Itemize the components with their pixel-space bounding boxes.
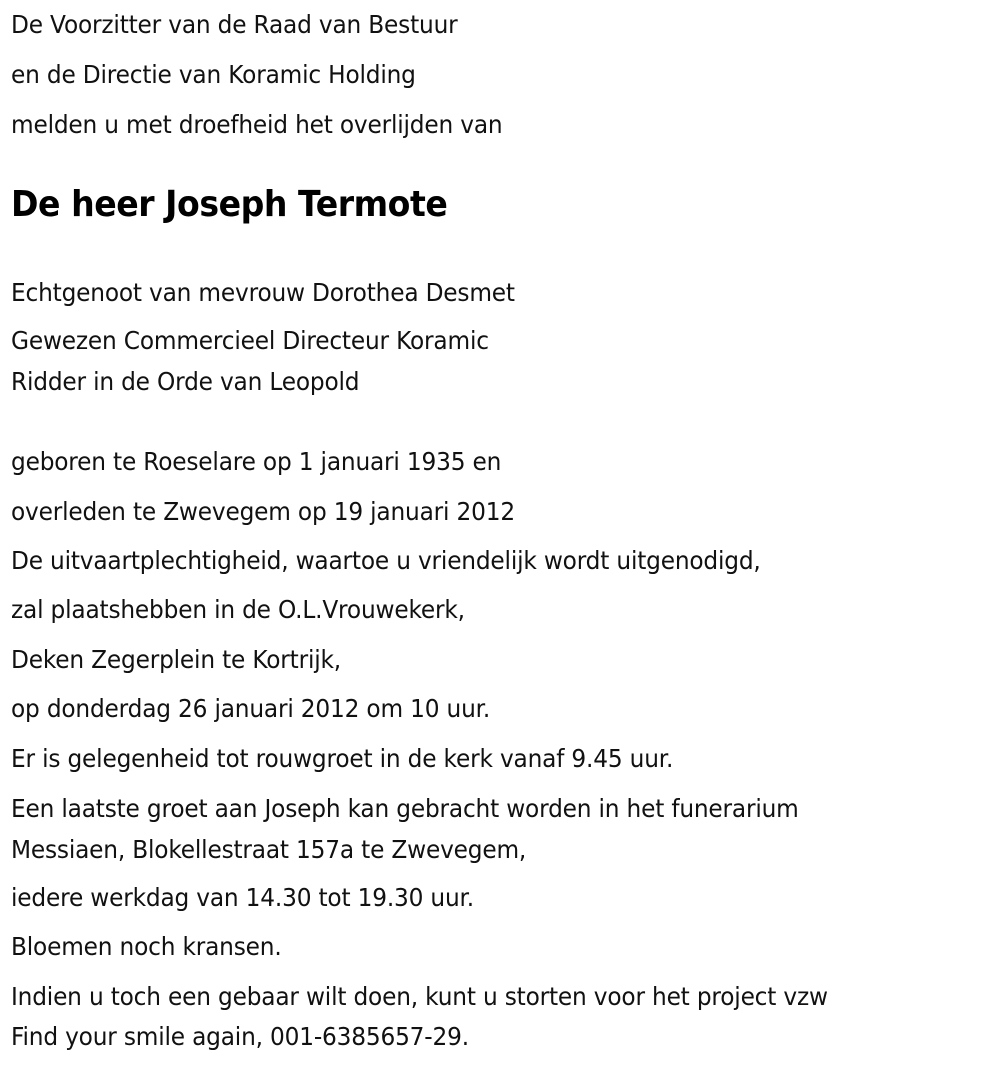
- funerarium-line-2: Messiaen, Blokellestraat 157a te Zwevegem,: [11, 835, 527, 864]
- funeral-church-line: zal plaatshebben in de O.L.Vrouwekerk,: [11, 595, 465, 624]
- death-line: overleden te Zwevegem op 19 januari 2012: [11, 497, 515, 526]
- intro-line-2: en de Directie van Koramic Holding: [11, 60, 416, 89]
- funeral-date-line: op donderdag 26 januari 2012 om 10 uur.: [11, 694, 491, 723]
- funerarium-line-1: Een laatste groet aan Joseph kan gebracht worden in het funerarium: [11, 794, 799, 823]
- condolence-line: Er is gelegenheid tot rouwgroet in de kerk vanaf 9.45 uur.: [11, 744, 674, 773]
- funeral-address-line: Deken Zegerplein te Kortrijk,: [11, 645, 341, 674]
- visiting-hours-line: iedere werkdag van 14.30 tot 19.30 uur.: [11, 883, 474, 912]
- donation-line-2: Find your smile again, 001-6385657-29.: [11, 1022, 469, 1051]
- birth-line: geboren te Roeselare op 1 januari 1935 en: [11, 447, 502, 476]
- intro-line-1: De Voorzitter van de Raad van Bestuur: [11, 10, 458, 39]
- title-line-3: Ridder in de Orde van Leopold: [11, 367, 360, 396]
- title-line-2: Gewezen Commercieel Directeur Koramic: [11, 326, 489, 355]
- donation-line-1: Indien u toch een gebaar wilt doen, kunt u storten voor het project vzw: [11, 982, 828, 1011]
- title-line-1: Echtgenoot van mevrouw Dorothea Desmet: [11, 278, 515, 307]
- flowers-line: Bloemen noch kransen.: [11, 932, 282, 961]
- deceased-name: De heer Joseph Termote: [11, 184, 448, 225]
- intro-line-3: melden u met droefheid het overlijden van: [11, 110, 503, 139]
- funeral-invitation-line: De uitvaartplechtigheid, waartoe u vriendelijk wordt uitgenodigd,: [11, 546, 761, 575]
